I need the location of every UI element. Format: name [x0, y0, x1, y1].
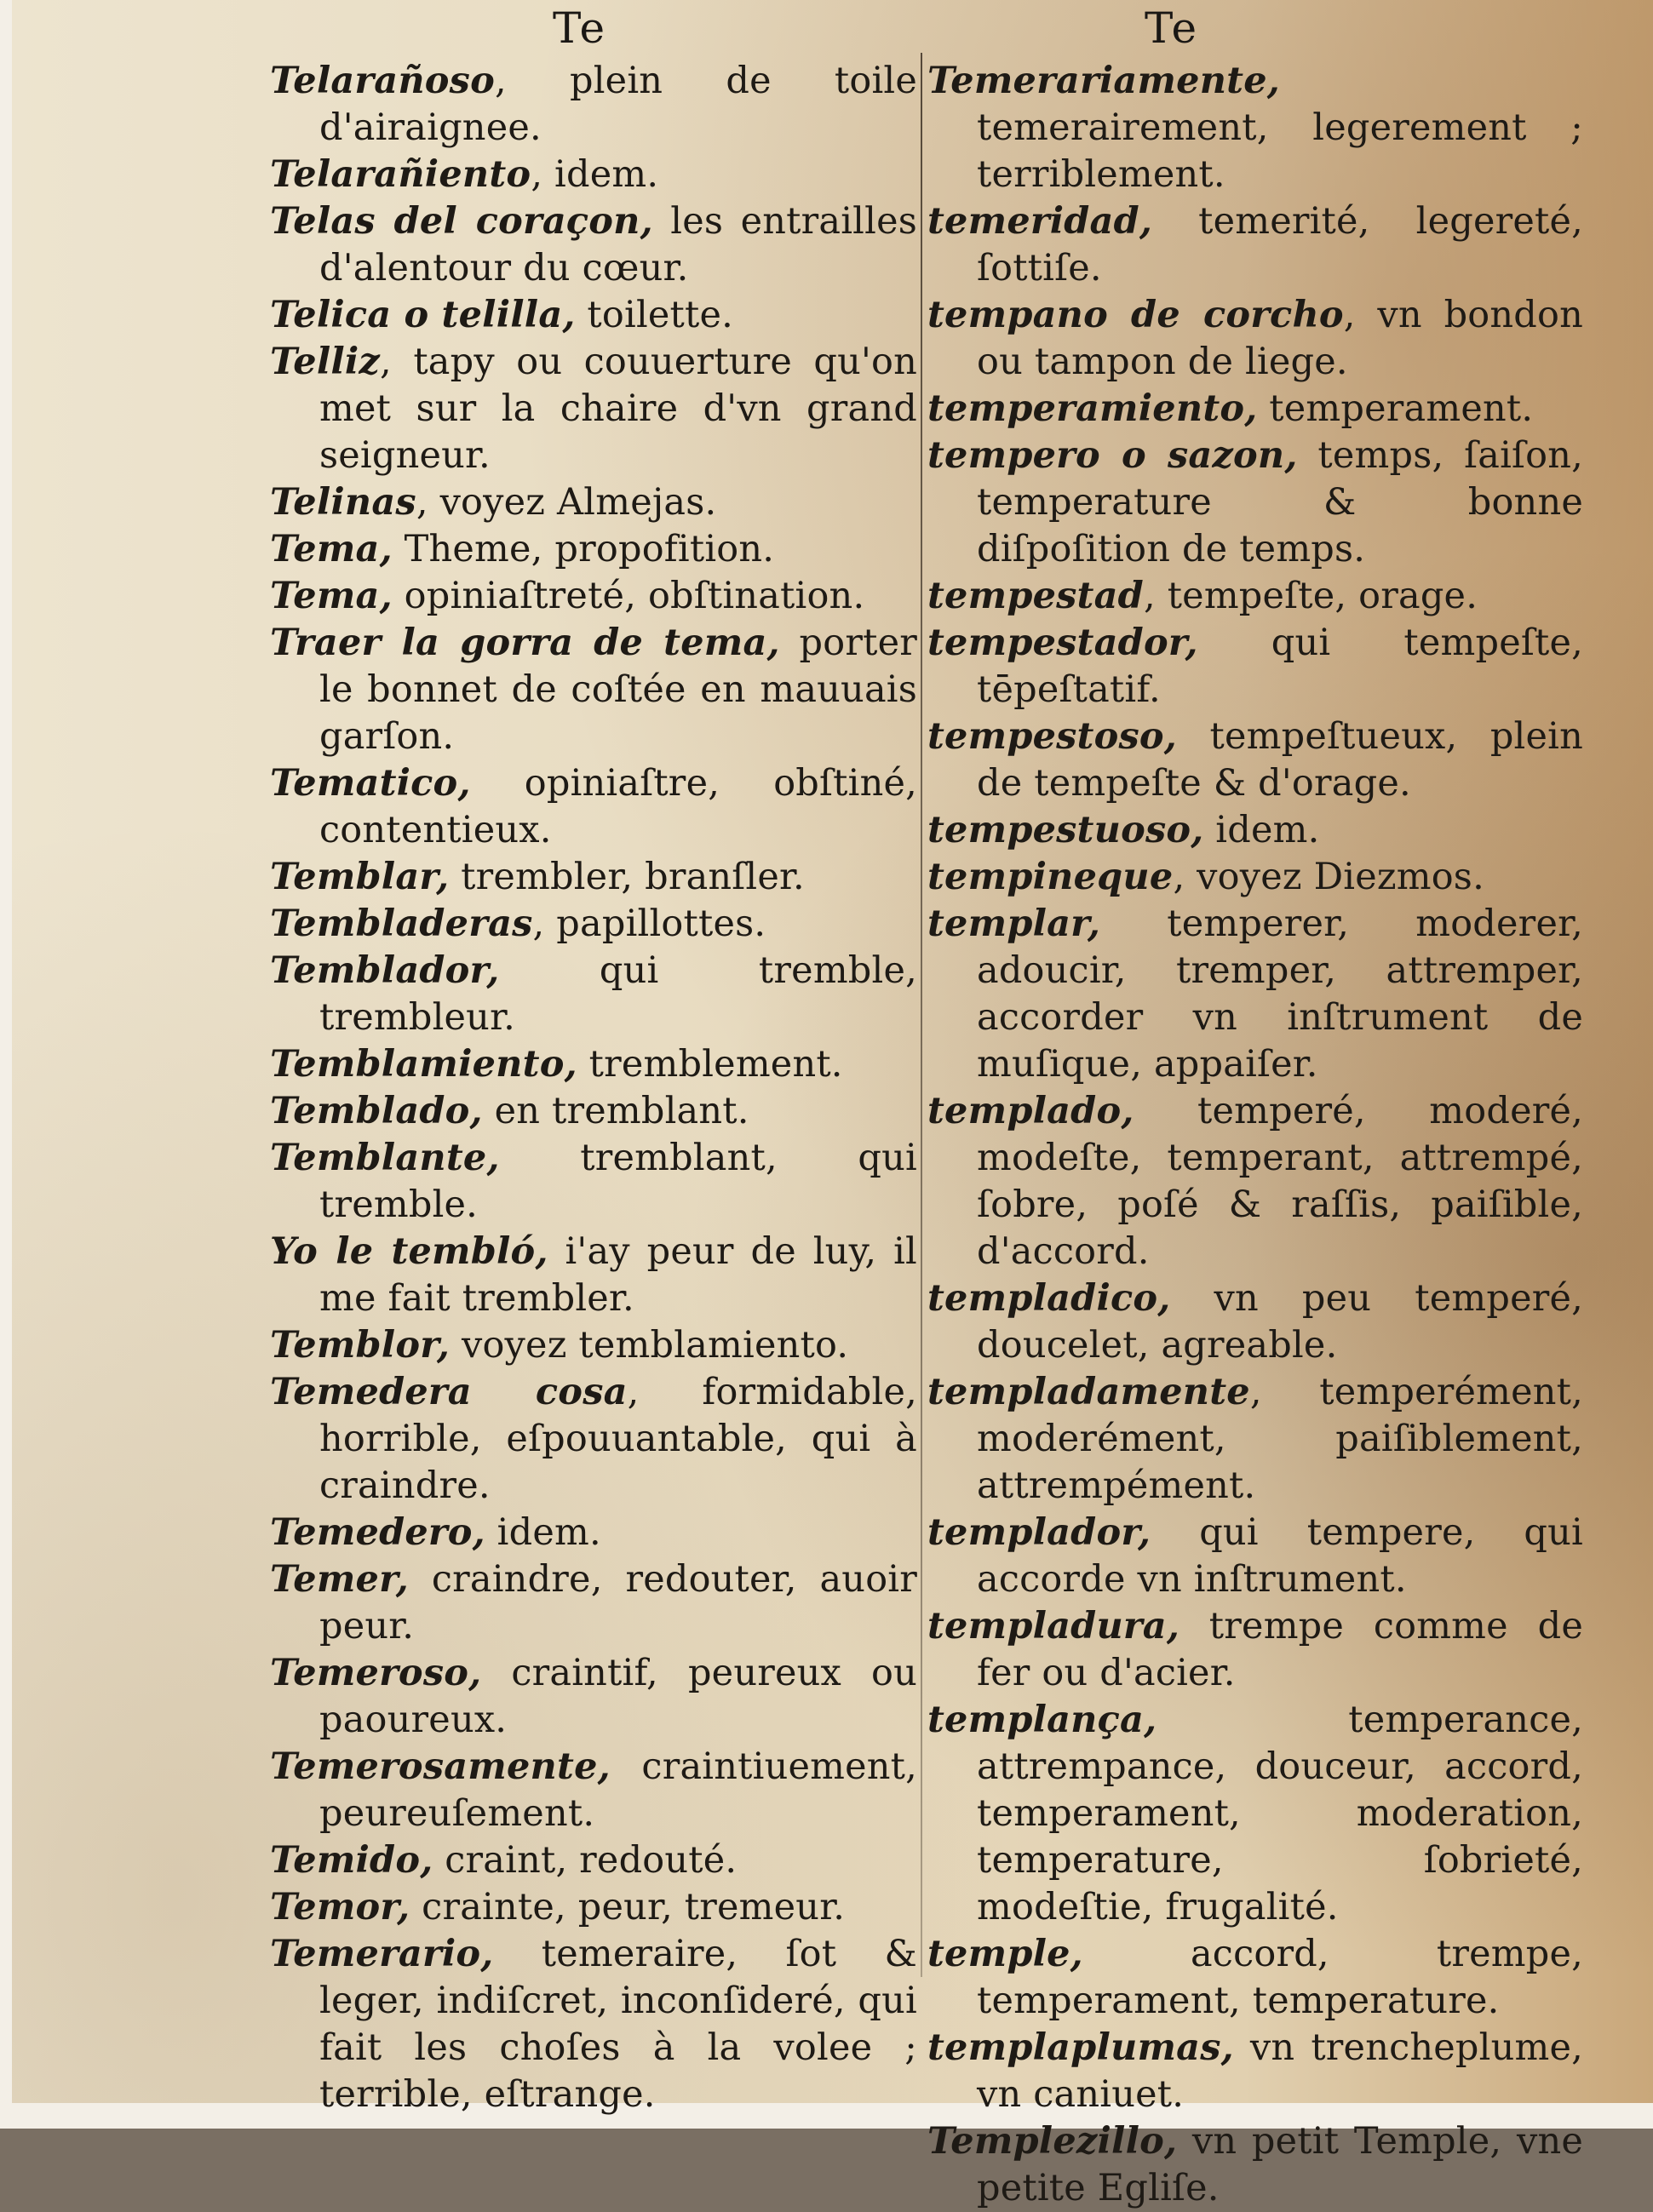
dictionary-entry [927, 1369, 1583, 1510]
entry-headword: templaplumas, [927, 2026, 1234, 2069]
dictionary-entry [927, 1510, 1583, 1603]
entry-headword: Yo le tembló, [270, 1230, 548, 1273]
entry-definition: craintiuement, peureuſement. [319, 1745, 917, 1835]
dictionary-entry [270, 58, 917, 152]
entry-headword: templadico, [927, 1277, 1171, 1320]
dictionary-entry [270, 573, 917, 620]
dictionary-entry [270, 198, 917, 292]
dictionary-entry [270, 854, 917, 901]
entry-definition: voyez temblamiento. [450, 1324, 849, 1367]
entry-headword: Telliz [270, 341, 381, 383]
entry-definition: , plein de toile d'airaignee. [319, 60, 917, 149]
entry-headword: tempestuoso, [927, 809, 1204, 851]
dictionary-entry [927, 620, 1583, 713]
dictionary-entry [270, 479, 917, 526]
entry-headword: Temer, [270, 1558, 409, 1601]
entry-definition: , vn bondon ou tampon de liege. [977, 294, 1583, 383]
dictionary-entry [270, 1322, 917, 1369]
entry-headword: Temblante, [270, 1137, 500, 1179]
entry-headword: tempineque [927, 856, 1174, 898]
dictionary-entry [927, 198, 1583, 292]
dictionary-entry [270, 526, 917, 573]
dictionary-entry [927, 807, 1583, 854]
entry-definition: , tempeſte, orage. [1143, 575, 1478, 617]
dictionary-entry [270, 339, 917, 479]
entry-definition: , tapy ou couuerture qu'on met sur la chaire d'vn grand seigneur. [319, 341, 917, 477]
entry-definition: qui tempere, qui accorde vn inſtrument. [977, 1511, 1583, 1601]
entry-definition: , formidable, horrible, eſpouuantable, qui à craindre. [319, 1371, 917, 1507]
dictionary-entry [270, 1837, 917, 1884]
left-column [270, 58, 917, 2118]
entry-headword: Traer la gorra de tema, [270, 622, 780, 664]
entry-headword: Temerosamente, [270, 1745, 611, 1788]
dictionary-entry [927, 901, 1583, 1088]
entry-definition: idem. [485, 1511, 601, 1554]
entry-definition: opiniaſtre, obſtiné, contentieux. [319, 762, 917, 851]
entry-definition: les entrailles d'alentour du cœur. [319, 200, 917, 289]
entry-definition: temperance, attrempance, douceur, accord, temperament, moderation, temperature, ſobrieté, modeſtie, frugalité. [977, 1699, 1583, 1928]
entry-definition: temerité, legereté, ſottiſe. [977, 200, 1583, 289]
entry-definition: temperament. [1257, 387, 1534, 430]
entry-headword: Temblar, [270, 856, 450, 898]
entry-headword: Telarañoso [270, 60, 495, 102]
dictionary-entry [927, 713, 1583, 807]
entry-headword: Telas del coraçon, [270, 200, 653, 243]
entry-definition: temps, ſaiſon, temperature & bonne diſpoſition de temps. [977, 434, 1583, 570]
dictionary-entry [270, 1931, 917, 2118]
dictionary-entry [927, 854, 1583, 901]
entry-headword: templado, [927, 1090, 1134, 1132]
dictionary-entry [927, 433, 1583, 573]
entry-definition: temperé, moderé, modeſte, temperant, attrempé, ſobre, poſé & raſſis, paiſible, d'accord. [977, 1090, 1583, 1273]
entry-definition: trempe comme de fer ou d'acier. [977, 1605, 1583, 1694]
entry-definition: trembler, branſler. [449, 856, 805, 898]
entry-headword: Temblado, [270, 1090, 483, 1132]
dictionary-entry [270, 152, 917, 198]
column-divider [921, 53, 922, 1977]
dictionary-entry [270, 620, 917, 760]
dictionary-entry [927, 2025, 1583, 2118]
dictionary-entry [270, 1041, 917, 1088]
entry-headword: Temido, [270, 1839, 433, 1882]
entry-headword: Tema, [270, 528, 393, 570]
dictionary-entry [270, 1135, 917, 1229]
entry-headword: tempestador, [927, 622, 1198, 664]
dictionary-entry [927, 1931, 1583, 2025]
dictionary-entry [270, 292, 917, 339]
entry-headword: temeridad, [927, 200, 1153, 243]
entry-headword: Temedero, [270, 1511, 485, 1554]
entry-definition: en tremblant. [482, 1090, 749, 1132]
dictionary-entry [927, 1088, 1583, 1275]
entry-definition: vn trencheplume, vn caniuet. [977, 2026, 1583, 2116]
running-head-right: Te [1145, 3, 1199, 53]
dictionary-entry [270, 901, 917, 948]
running-head-left: Te [553, 3, 607, 53]
entry-definition: vn petit Temple, vne petite Egliſe. [977, 2120, 1583, 2209]
dictionary-entry [270, 1650, 917, 1744]
entry-headword: tempestad [927, 575, 1144, 617]
entry-headword: templador, [927, 1511, 1151, 1554]
entry-headword: templadura, [927, 1605, 1179, 1648]
entry-definition: idem. [1203, 809, 1320, 851]
entry-definition: opiniaſtreté, obſtination. [392, 575, 865, 617]
entry-headword: Temblador, [270, 949, 500, 992]
dictionary-entry [927, 573, 1583, 620]
entry-headword: Telinas [270, 481, 416, 524]
entry-headword: tempero o sazon, [927, 434, 1298, 477]
entry-headword: tempano de corcho [927, 294, 1344, 336]
dictionary-entry [270, 1884, 917, 1931]
entry-definition: , voyez Almejas. [416, 481, 717, 524]
entry-headword: Temor, [270, 1886, 410, 1928]
entry-definition: qui tremble, trembleur. [319, 949, 917, 1039]
entry-definition: toilette. [575, 294, 734, 336]
dictionary-entry [270, 1510, 917, 1556]
dictionary-entry [270, 1369, 917, 1510]
dictionary-entry [270, 760, 917, 854]
entry-headword: temple, [927, 1933, 1083, 1975]
entry-headword: Temerario, [270, 1933, 494, 1975]
dictionary-entry [927, 2118, 1583, 2212]
entry-headword: templadamente [927, 1371, 1250, 1413]
dictionary-entry [270, 1556, 917, 1650]
entry-headword: Tema, [270, 575, 393, 617]
entry-definition: i'ay peur de luy, il me fait trembler. [319, 1230, 917, 1320]
entry-headword: Temblor, [270, 1324, 451, 1367]
dictionary-entry [270, 1229, 917, 1322]
entry-definition: , idem. [531, 153, 659, 196]
entry-headword: Telarañiento [270, 153, 531, 196]
entry-definition: temperer, moderer, adoucir, tremper, attremper, accorder vn inſtrument de muſique, appaiſer. [977, 903, 1583, 1086]
entry-definition: Theme, propofition. [392, 528, 775, 570]
entry-definition: craintif, peureux ou paoureux. [319, 1652, 917, 1741]
dictionary-entry [270, 948, 917, 1041]
entry-definition: qui tempeſte, tēpeſtatif. [977, 622, 1583, 711]
entry-headword: Tembladeras [270, 903, 533, 945]
dictionary-entry [927, 58, 1583, 198]
entry-definition: , voyez Diezmos. [1173, 856, 1484, 898]
entry-headword: temperamiento, [927, 387, 1258, 430]
dictionary-entry [927, 1697, 1583, 1931]
entry-headword: Temerariamente, [927, 60, 1280, 102]
dictionary-entry [927, 386, 1583, 433]
entry-headword: Temedera cosa [270, 1371, 628, 1413]
entry-headword: templança, [927, 1699, 1157, 1741]
dictionary-entry [270, 1744, 917, 1837]
entry-definition: accord, trempe, temperament, temperature. [977, 1933, 1583, 2022]
entry-headword: templar, [927, 903, 1101, 945]
entry-definition: , papillottes. [532, 903, 766, 945]
entry-headword: Temeroso, [270, 1652, 482, 1694]
dictionary-entry [927, 292, 1583, 386]
entry-definition: crainte, peur, tremeur. [410, 1886, 846, 1928]
entry-headword: Temblamiento, [270, 1043, 577, 1086]
entry-definition: porter le bonnet de coſtée en mauuais garſon. [319, 622, 917, 758]
right-column [927, 58, 1583, 2212]
dictionary-entry [270, 1088, 917, 1135]
entry-definition: , temperément, moderément, paiſiblement, attrempément. [977, 1371, 1583, 1507]
entry-definition: tremblement. [577, 1043, 843, 1086]
entry-definition: craindre, redouter, auoir peur. [319, 1558, 917, 1648]
entry-headword: Tematico, [270, 762, 471, 805]
entry-headword: Telica o telilla, [270, 294, 576, 336]
dictionary-entry [927, 1603, 1583, 1697]
entry-definition: craint, redouté. [433, 1839, 738, 1882]
entry-definition: temerairement, legerement ; terriblement. [977, 106, 1583, 196]
entry-definition: temeraire, ſot & leger, indiſcret, inconſideré, qui fait les choſes à la volee ; terrible, eſtrange. [319, 1933, 917, 2116]
entry-headword: Templezillo, [927, 2120, 1178, 2163]
entry-definition: tempeſtueux, plein de tempeſte & d'orage. [977, 715, 1583, 805]
entry-definition: vn peu temperé, doucelet, agreable. [977, 1277, 1583, 1367]
entry-definition: tremblant, qui tremble. [319, 1137, 917, 1226]
dictionary-entry [927, 1275, 1583, 1369]
entry-headword: tempestoso, [927, 715, 1177, 758]
